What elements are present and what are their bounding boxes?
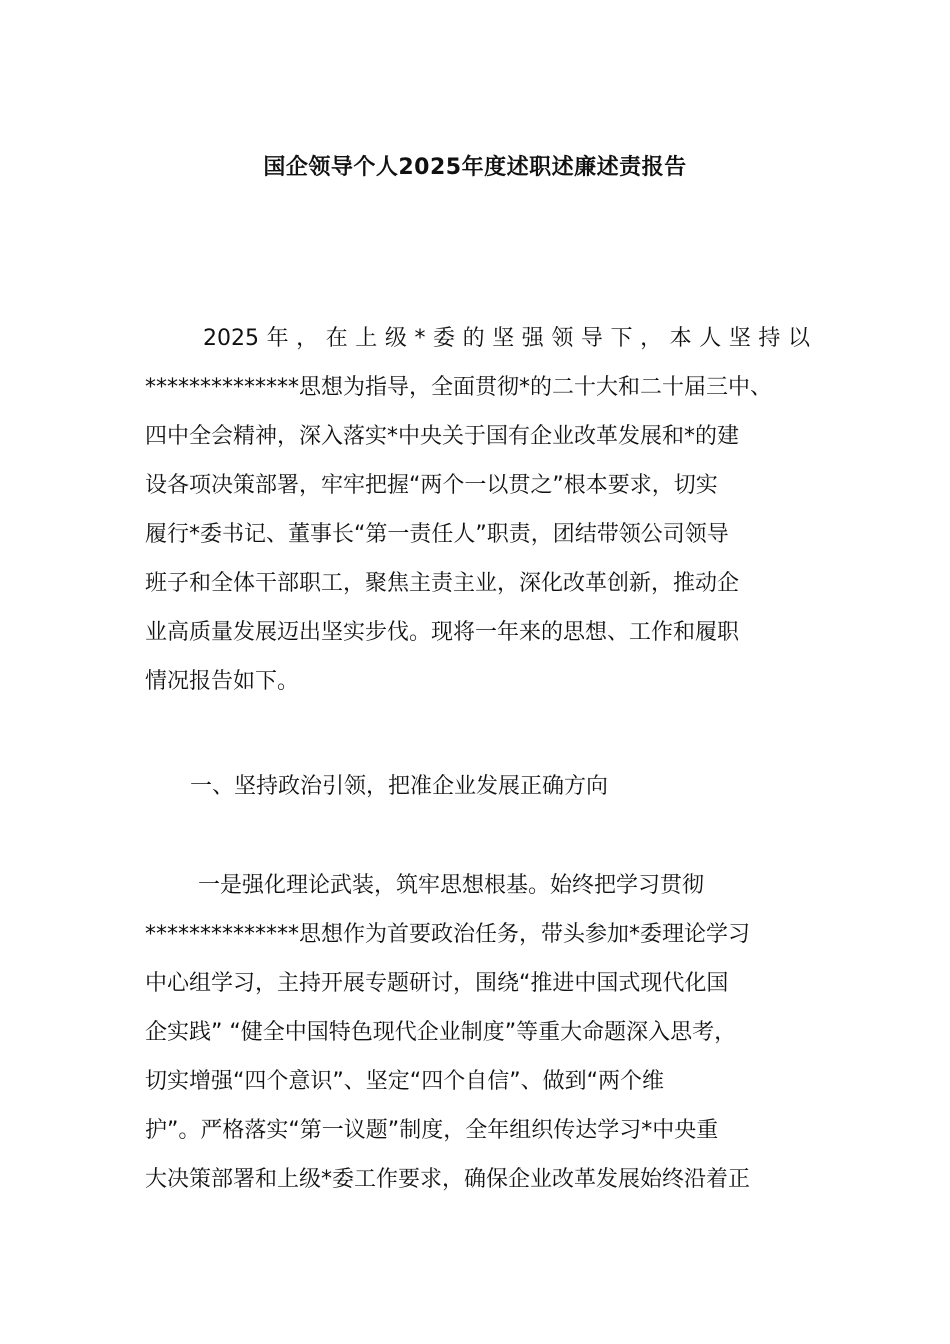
paragraph-1-line-3: 四中全会精神，深入落实*中央关于国有企业改革发展和*的建 — [145, 424, 740, 449]
paragraph-1-line-8: 情况报告如下。 — [145, 669, 300, 694]
section-1-heading: 一、坚持政治引领，把准企业发展正确方向 — [190, 774, 609, 799]
paragraph-2-line-1: 一是强化理论武装，筑牢思想根基。始终把学习贯彻 — [198, 873, 705, 898]
paragraph-2-line-3: 中心组学习，主持开展专题研讨，围绕“推进中国式现代化国 — [145, 971, 729, 996]
paragraph-2-line-7: 大决策部署和上级*委工作要求，确保企业改革发展始终沿着正 — [145, 1167, 751, 1192]
document-title: 国企领导个人2025年度述职述廉述责报告 — [263, 155, 687, 180]
paragraph-1-line-6: 班子和全体干部职工，聚焦主责主业，深化改革创新，推动企 — [145, 571, 740, 596]
paragraph-1-line-7: 业高质量发展迈出坚实步伐。现将一年来的思想、工作和履职 — [145, 620, 740, 645]
paragraph-1-line-1: 2025年，在上级*委的坚强领导下，本人坚持以 — [203, 326, 810, 351]
paragraph-2-line-2: **************思想作为首要政治任务，带头参加*委理论学习 — [145, 922, 751, 947]
paragraph-2-line-4: 企实践” “健全中国特色现代企业制度”等重大命题深入思考， — [145, 1020, 737, 1045]
paragraph-1-line-2: **************思想为指导，全面贯彻*的二十大和二十届三中、 — [145, 375, 773, 400]
paragraph-2-line-6: 护”。严格落实“第一议题”制度，全年组织传达学习*中央重 — [145, 1118, 719, 1143]
paragraph-1-line-5: 履行*委书记、董事长“第一责任人”职责，团结带领公司领导 — [145, 522, 729, 547]
paragraph-1-line-4: 设各项决策部署，牢牢把握“两个一以贯之”根本要求，切实 — [145, 473, 718, 498]
paragraph-2-line-5: 切实增强“四个意识”、坚定“四个自信”、做到“两个维 — [145, 1069, 664, 1094]
